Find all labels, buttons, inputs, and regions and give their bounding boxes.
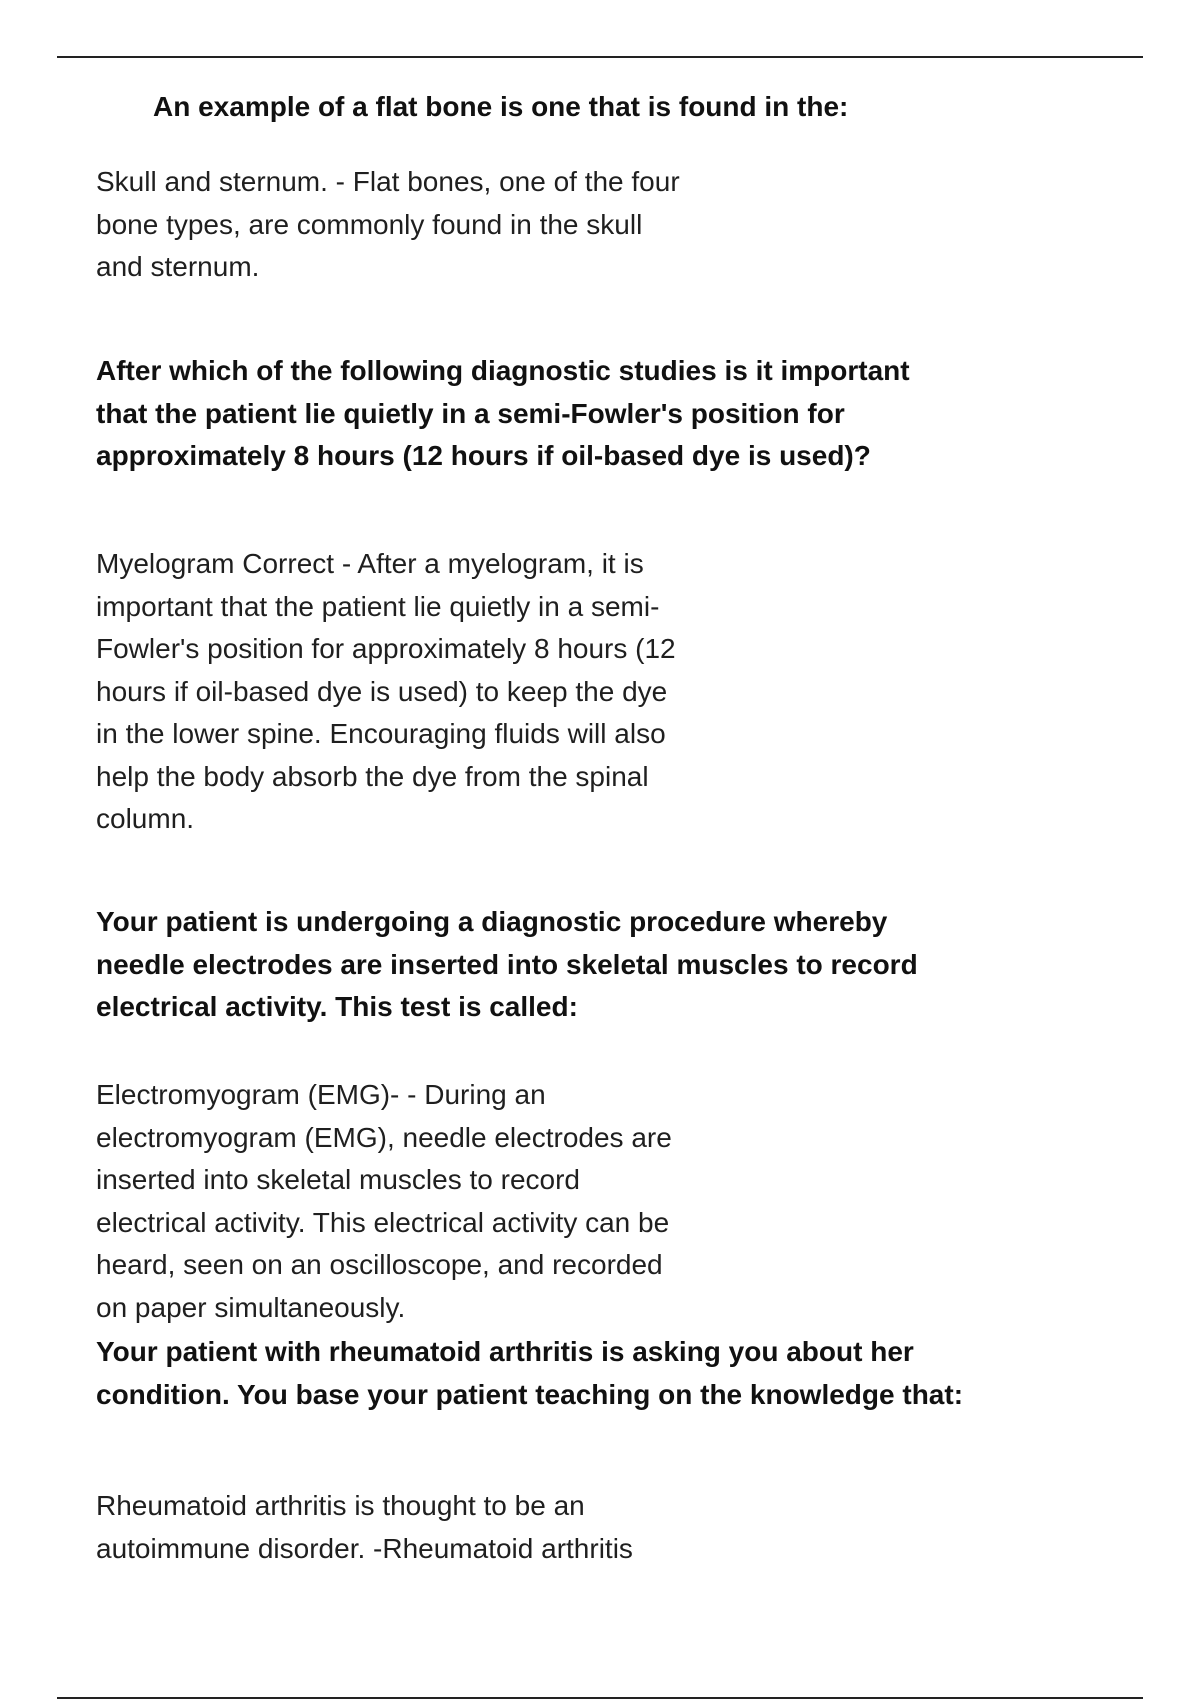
question-4: Your patient with rheumatoid arthritis is asking you about her condition. You base your patient teaching on the knowledge that: bbox=[96, 1336, 964, 1410]
question-3: Your patient is undergoing a diagnostic procedure whereby needle electrodes are inserted into skeletal muscles to record electrical activity. This test is called: bbox=[96, 906, 918, 1022]
answer-4: Rheumatoid arthritis is thought to be an autoimmune disorder. -Rheumatoid arthritis bbox=[96, 1490, 633, 1564]
answer-2: Myelogram Correct - After a myelogram, it is important that the patient lie quietly in a semi-Fowler's position for approximately 8 hours (12 hours if oil-based dye is used) to keep the dye in the lower spine. Encouraging fluids will also help the body absorb the dye from the spinal column. bbox=[96, 548, 676, 834]
answer-3: Electromyogram (EMG)- - During an electromyogram (EMG), needle electrodes are inserted into skeletal muscles to record electrical activity. This electrical activity can be heard, seen on an oscilloscope, and recorded on paper simultaneously. bbox=[96, 1079, 672, 1323]
bottom-divider bbox=[57, 1697, 1143, 1699]
top-divider bbox=[57, 56, 1143, 58]
question-2: After which of the following diagnostic studies is it important that the patient lie quietly in a semi-Fowler's position for approximately 8 hours (12 hours if oil-based dye is used)? bbox=[96, 355, 910, 471]
answer-1: Skull and sternum. - Flat bones, one of the four bone types, are commonly found in the skull and sternum. bbox=[96, 166, 680, 282]
question-1: An example of a flat bone is one that is found in the: bbox=[153, 91, 849, 122]
